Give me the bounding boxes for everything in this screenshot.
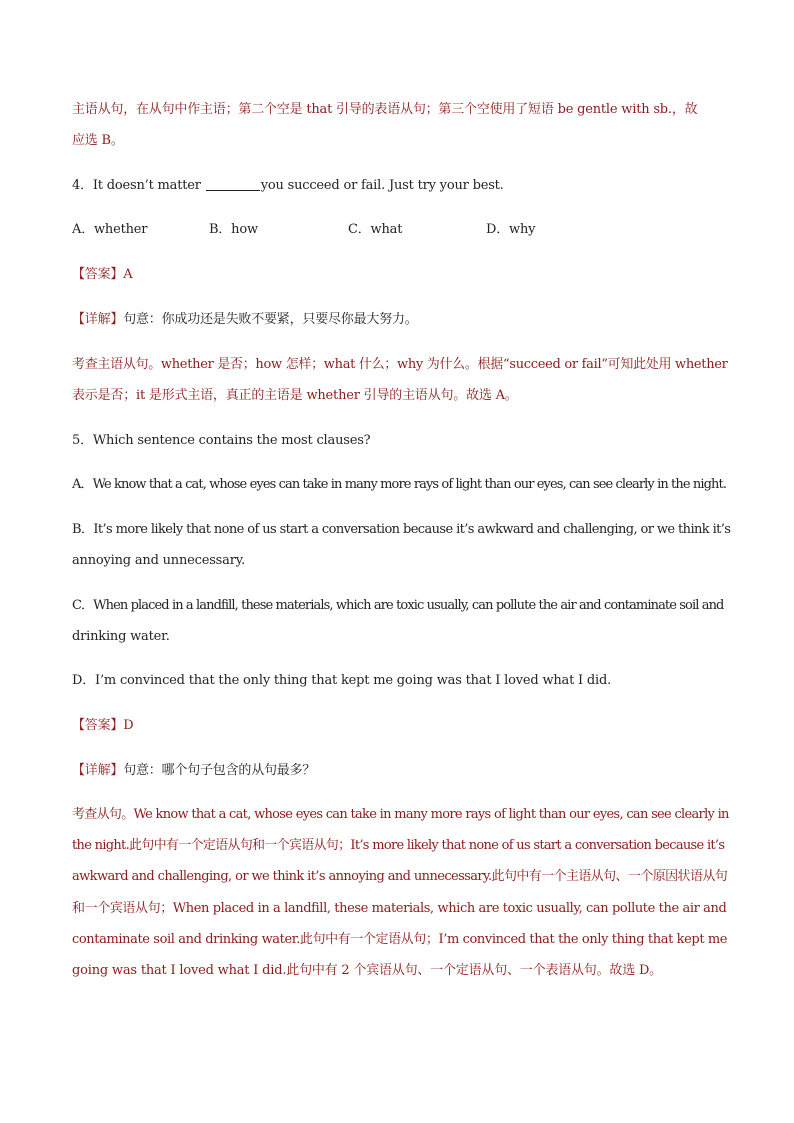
q4-detail bbox=[72, 312, 732, 328]
q5-option-a: A．We know that a cat, whose eyes can take in many more rays of light than our eyes, can see clearly in the night. bbox=[72, 477, 727, 492]
q4-stem bbox=[72, 178, 732, 194]
q4-answer-value: A bbox=[123, 267, 133, 282]
q5-explanation-line-4: 和一个宾语从句；When placed in a landfill, these materials, which are toxic usually, can pollute the air and bbox=[72, 901, 727, 916]
q4-option-c: C．what bbox=[348, 222, 403, 237]
q3-explanation-line-2: 应选 B。 bbox=[72, 133, 124, 148]
q4-explanation-line-2: 表示是否；it 是形式主语，真正的主语是 whether 引导的主语从句。故选 A。 bbox=[72, 388, 518, 403]
q5-explanation-line-3: awkward and challenging, or we think it’s annoying and unnecessary.此句中有一个主语从句、一个原因状语从句 bbox=[72, 869, 728, 884]
q4-detail-tag: 【详解】 bbox=[72, 312, 124, 327]
q4-stem-after: you succeed or fail. Just try your best. bbox=[260, 178, 504, 193]
q5-answer bbox=[72, 718, 732, 734]
q5-option-b-line-1: B．It’s more likely that none of us start a conversation because it’s awkward and challenging, or we think it’s bbox=[72, 522, 731, 537]
q5-answer-tag: 【答案】 bbox=[72, 718, 124, 733]
q5-detail-tag: 【详解】 bbox=[72, 763, 124, 778]
q4-blank bbox=[206, 178, 260, 191]
q5-explanation-line-5: contaminate soil and drinking water.此句中有一个定语从句；I’m convinced that the only thing that kept me bbox=[72, 932, 728, 947]
q5-option-c-line-1: C．When placed in a landfill, these materials, which are toxic usually, can pollute the air and contaminate soil and bbox=[72, 598, 724, 613]
q5-explanation-line-6: going was that I loved what I did.此句中有 2 个宾语从句、一个定语从句、一个表语从句。故选 D。 bbox=[72, 963, 662, 978]
q3-explanation-line-1: 主语从句，在从句中作主语；第二个空是 that 引导的表语从句；第三个空使用了短语 be gentle with sb.，故 bbox=[72, 102, 698, 117]
q5-stem: 5．Which sentence contains the most clauses? bbox=[72, 433, 371, 448]
q4-answer-tag: 【答案】 bbox=[72, 267, 124, 282]
q5-detail-meaning: 句意：哪个句子包含的从句最多？ bbox=[123, 763, 316, 778]
q4-explanation-line-1: 考查主语从句。whether 是否；how 怎样；what 什么；why 为什么。根据“succeed or fail”可知此处用 whether bbox=[72, 357, 728, 372]
q4-stem-before: It doesn’t matter bbox=[92, 178, 201, 193]
q5-option-b-line-2: annoying and unnecessary. bbox=[72, 553, 246, 568]
q5-detail bbox=[72, 763, 732, 779]
q4-option-b: B．how bbox=[209, 222, 258, 237]
q4-option-d: D．why bbox=[486, 222, 536, 237]
q5-answer-value: D bbox=[123, 718, 134, 733]
q4-detail-meaning: 句意：你成功还是失败不要紧，只要尽你最大努力。 bbox=[123, 312, 418, 327]
q5-explanation-line-2: the night.此句中有一个定语从句和一个宾语从句；It’s more likely that none of us start a conversation because it’s bbox=[72, 838, 725, 853]
q5-option-d: D．I’m convinced that the only thing that kept me going was that I loved what I did. bbox=[72, 673, 612, 688]
q4-answer bbox=[72, 267, 732, 283]
q5-option-c-line-2: drinking water. bbox=[72, 629, 170, 644]
q5-explanation-line-1: 考查从句。We know that a cat, whose eyes can take in many more rays of light than our eyes, can see clearly in bbox=[72, 807, 729, 822]
q4-option-a: A．whether bbox=[72, 222, 148, 237]
q4-number: 4． bbox=[72, 178, 93, 193]
